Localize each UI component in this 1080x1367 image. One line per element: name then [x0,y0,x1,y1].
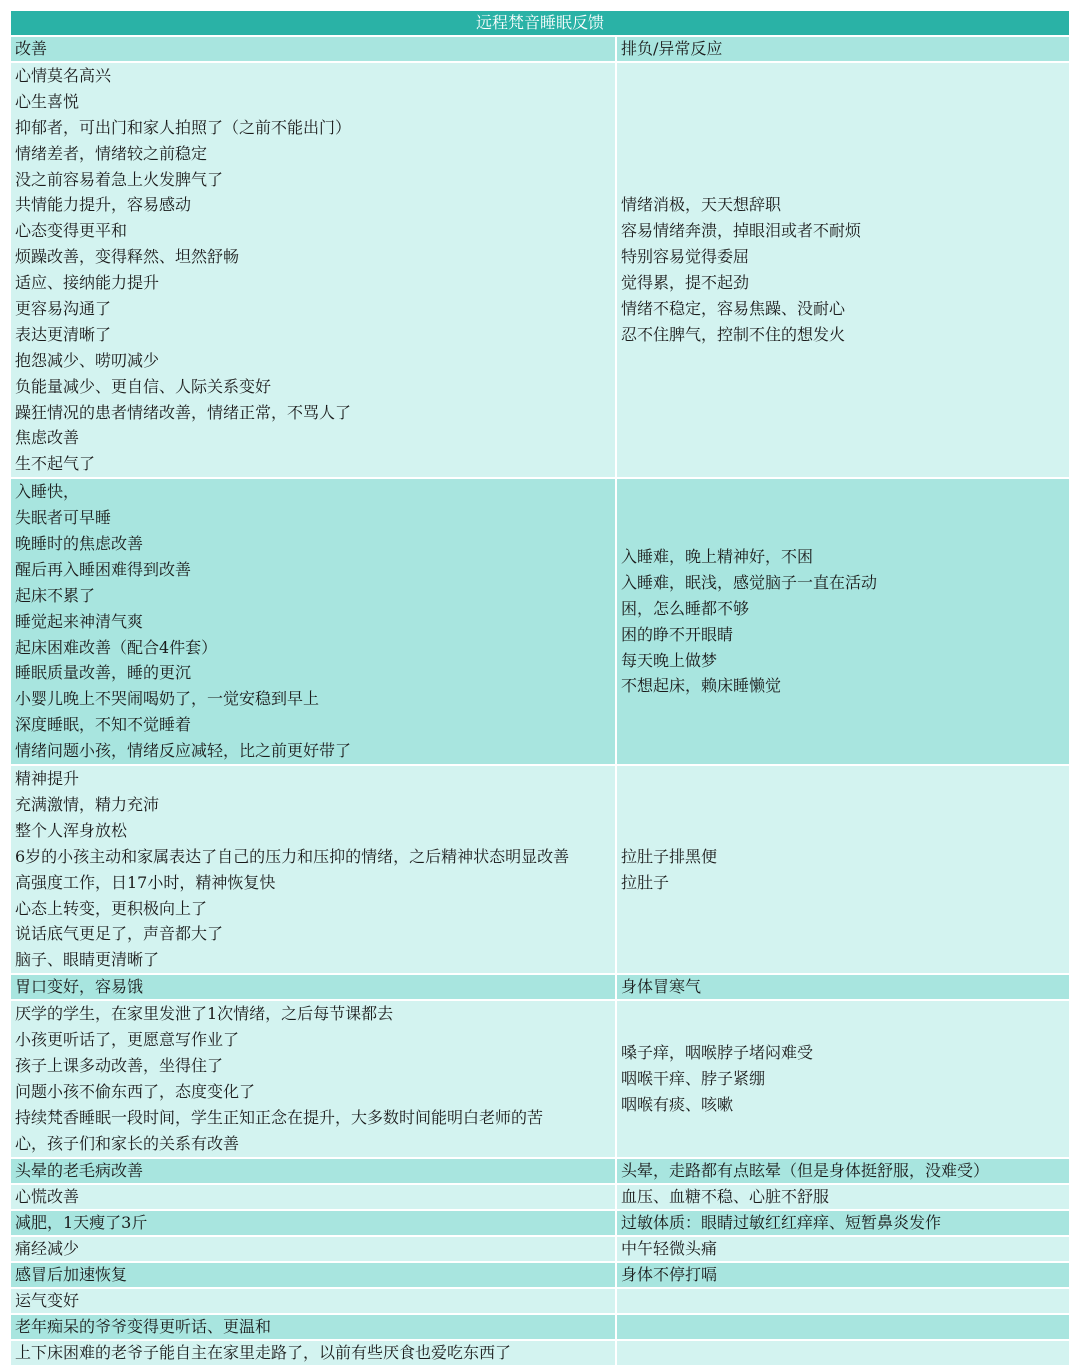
improvement-item: 醒后再入睡困难得到改善 [15,559,192,579]
improvement-item: 运气变好 [15,1290,80,1310]
improvement-item: 情绪差者，情绪较之前稳定 [15,143,208,163]
improvement-item: 痛经减少 [15,1238,80,1258]
reaction-item: 咽喉干痒、脖子紧绷 [621,1068,766,1088]
improvement-item: 问题小孩不偷东西了，态度变化了 [15,1081,256,1101]
improvement-item: 抱怨减少、唠叨减少 [15,350,160,370]
reaction-cell [617,63,1069,477]
improvement-cell [11,1001,617,1156]
improvement-cell [11,1211,617,1235]
reaction-cell [617,1185,1069,1209]
reaction-item: 拉肚子排黑便 [621,846,718,866]
improvement-item: 起床困难改善（配合4件套） [15,637,218,657]
reaction-cell [617,766,1069,973]
reaction-cell [617,1263,1069,1287]
reaction-item: 困，怎么睡都不够 [621,598,750,618]
improvement-item: 小婴儿晚上不哭闹喝奶了，一觉安稳到早上 [15,689,320,709]
header-row [11,37,1069,63]
table-row [11,1341,1069,1367]
improvement-item: 厌学的学生，在家里发泄了1次情绪，之后每节课都去 [15,1004,394,1024]
improvement-item: 脑子、眼睛更清晰了 [15,950,160,970]
improvement-item: 适应、接纳能力提升 [15,273,160,293]
reaction-item: 入睡难，眠浅，感觉脑子一直在活动 [621,572,878,592]
improvement-item: 心慌改善 [15,1186,80,1206]
improvement-item: 整个人浑身放松 [15,820,128,840]
improvement-item: 晚睡时的焦虑改善 [15,534,144,554]
improvement-cell [11,1263,617,1287]
improvement-item: 失眠者可早睡 [15,508,112,528]
improvement-item: 持续梵香睡眠一段时间，学生正知正念在提升，大多数时间能明白老师的苦 [15,1107,544,1127]
reaction-cell [617,1341,1069,1365]
reaction-item: 血压、血糖不稳、心脏不舒服 [621,1186,830,1206]
improvement-item: 心情莫名高兴 [15,66,112,85]
improvement-item: 6岁的小孩主动和家属表达了自己的压力和压抑的情绪，之后精神状态明显改善 [15,846,570,866]
reaction-cell [617,1237,1069,1261]
improvement-item: 没之前容易着急上火发脾气了 [15,169,224,189]
improvement-cell [11,975,617,999]
reaction-item: 中午轻微头痛 [621,1238,718,1258]
table-body [11,63,1069,1367]
table-row [11,1263,1069,1289]
improvement-item: 头晕的老毛病改善 [15,1160,144,1180]
improvement-cell [11,1237,617,1261]
table-row [11,1185,1069,1211]
reaction-cell [617,1211,1069,1235]
reaction-item: 拉肚子 [621,872,670,892]
improvement-item: 心态变得更平和 [15,221,128,241]
reaction-cell [617,1001,1069,1156]
improvement-cell [11,1185,617,1209]
improvement-item: 共情能力提升，容易感动 [15,195,192,215]
reaction-cell [617,1289,1069,1313]
improvement-item: 减肥，1天瘦了3斤 [15,1212,148,1232]
improvement-item: 上下床困难的老爷子能自主在家里走路了，以前有些厌食也爱吃东西了 [15,1342,512,1362]
reaction-item: 身体冒寒气 [621,977,702,997]
reaction-item: 觉得累，提不起劲 [621,273,750,293]
improvement-item: 睡眠质量改善，睡的更沉 [15,663,192,683]
table-row [11,1315,1069,1341]
improvement-item: 感冒后加速恢复 [15,1264,128,1284]
table-row [11,766,1069,975]
table-row [11,975,1069,1001]
improvement-item: 精神提升 [15,769,80,789]
improvement-item: 充满激情，精力充沛 [15,794,160,814]
improvement-item: 老年痴呆的爷爷变得更听话、更温和 [15,1316,272,1336]
reaction-item: 特别容易觉得委屈 [621,247,750,267]
improvement-item: 躁狂情况的患者情绪改善，情绪正常，不骂人了 [15,402,352,422]
improvement-item: 心生喜悦 [15,91,80,111]
improvement-item: 烦躁改善，变得释然、坦然舒畅 [15,247,240,267]
table-title: 远程梵音睡眠反馈 [11,11,1069,37]
table-row [11,63,1069,479]
table-row [11,1001,1069,1158]
table-row [11,1237,1069,1263]
improvement-item: 心态上转变，更积极向上了 [15,898,208,918]
improvement-item: 睡觉起来神清气爽 [15,611,144,631]
improvement-item: 抑郁者，可出门和家人拍照了（之前不能出门） [15,117,352,137]
reaction-item: 咽喉有痰、咳嗽 [621,1094,734,1114]
improvement-item: 起床不累了 [15,585,96,605]
improvement-cell [11,1341,617,1365]
reaction-item: 过敏体质：眼睛过敏红红痒痒、短暂鼻炎发作 [621,1212,942,1232]
improvement-item: 小孩更听话了，更愿意写作业了 [15,1030,240,1050]
improvement-item: 表达更清晰了 [15,324,112,344]
improvement-item: 生不起气了 [15,454,96,474]
improvement-item: 深度睡眠，不知不觉睡着 [15,715,192,735]
table-row [11,1211,1069,1237]
reaction-item: 情绪消极，天天想辞职 [621,195,782,215]
reaction-item: 入睡难，晚上精神好，不困 [621,546,814,566]
improvement-cell [11,479,617,764]
header-improvement: 改善 [11,37,617,61]
reaction-item: 每天晚上做梦 [621,650,718,670]
improvement-cell [11,1159,617,1183]
improvement-cell [11,766,617,973]
improvement-cell [11,63,617,477]
reaction-item: 不想起床，赖床睡懒觉 [621,676,782,696]
reaction-item: 身体不停打嗝 [621,1264,718,1284]
reaction-cell [617,975,1069,999]
improvement-item: 心，孩子们和家长的关系有改善 [15,1133,240,1153]
reaction-cell [617,1315,1069,1339]
improvement-item: 说话底气更足了，声音都大了 [15,924,224,944]
table-row [11,1289,1069,1315]
reaction-item: 容易情绪奔溃，掉眼泪或者不耐烦 [621,221,862,241]
improvement-cell [11,1315,617,1339]
improvement-item: 焦虑改善 [15,428,80,448]
reaction-cell [617,1159,1069,1183]
feedback-table [11,11,1069,1367]
improvement-item: 孩子上课多动改善，坐得住了 [15,1055,224,1075]
reaction-item: 嗓子痒，咽喉脖子堵闷难受 [621,1043,814,1062]
improvement-item: 情绪问题小孩，情绪反应减轻，比之前更好带了 [15,741,352,761]
table-row [11,1159,1069,1185]
reaction-item: 情绪不稳定，容易焦躁、没耐心 [621,299,846,319]
header-reactions: 排负/异常反应 [621,39,723,58]
improvement-cell [11,1289,617,1313]
reaction-item: 忍不住脾气，控制不住的想发火 [621,324,846,344]
reaction-item: 头晕，走路都有点眩晕（但是身体挺舒服，没难受） [621,1160,990,1180]
improvement-item: 入睡快， [15,482,80,502]
reaction-item: 困的睁不开眼睛 [621,624,734,644]
improvement-item: 更容易沟通了 [15,299,112,319]
table-row [11,479,1069,766]
improvement-item: 胃口变好，容易饿 [15,977,144,997]
improvement-item: 高强度工作，日17小时，精神恢复快 [15,872,276,892]
improvement-item: 负能量减少、更自信、人际关系变好 [15,376,272,396]
reaction-cell [617,479,1069,764]
